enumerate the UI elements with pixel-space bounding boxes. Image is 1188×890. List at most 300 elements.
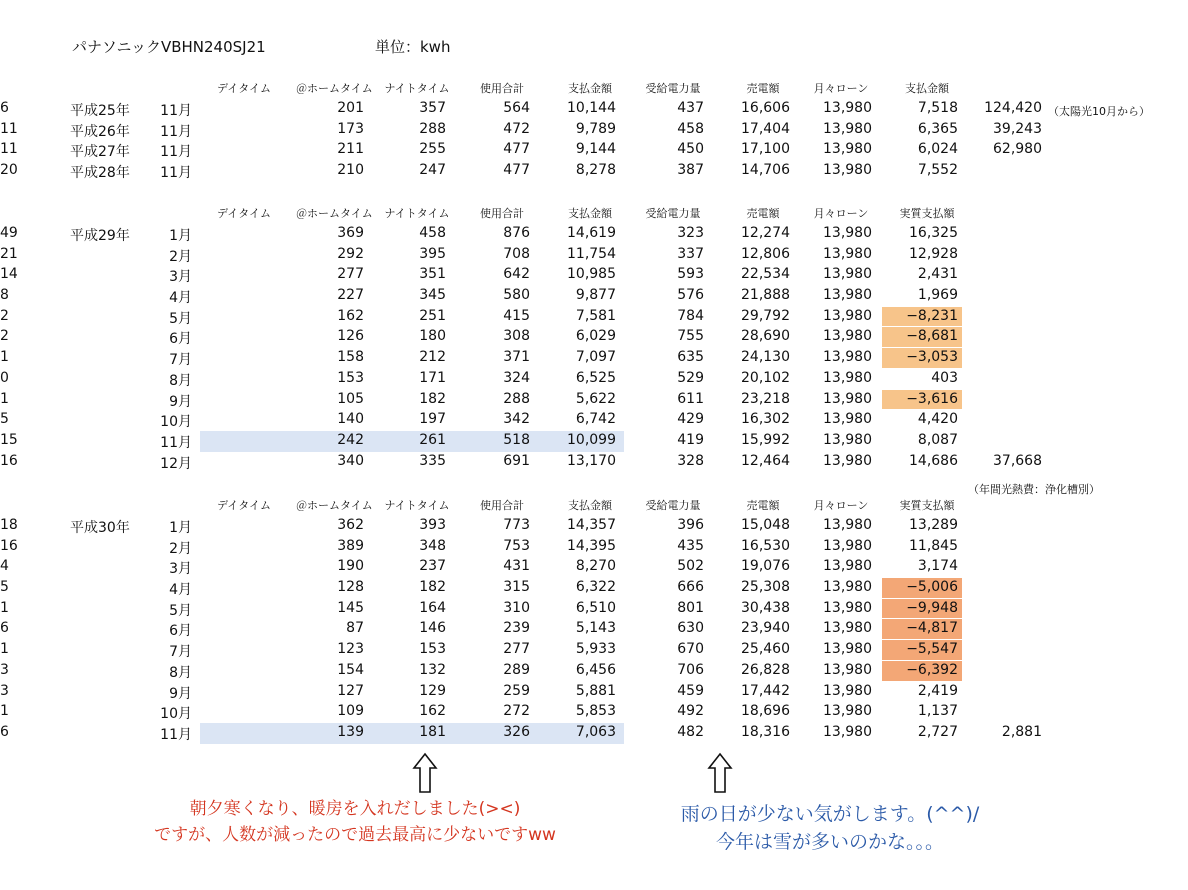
up-arrow-icon [707, 752, 733, 794]
cell-recv: 492 [677, 703, 704, 720]
header-net: 支払金額 [905, 82, 949, 95]
cell-home: 139 [337, 723, 364, 740]
cell-daytime: 2 [0, 307, 9, 324]
cell-recv: 328 [677, 452, 704, 469]
header-net: 実質支払額 [899, 499, 955, 512]
cell-era: 平成28年 [70, 165, 130, 182]
cell-night: 197 [419, 411, 446, 428]
header-row-3 [0, 497, 1188, 515]
cell-total: 753 [503, 537, 530, 554]
table-row [0, 599, 1188, 620]
header-sell: 売電額 [746, 82, 780, 95]
cell-pay: 5,881 [575, 682, 616, 699]
header-total: 使用合計 [480, 82, 524, 95]
cell-pay: 6,742 [575, 411, 616, 428]
cell-daytime: 3 [0, 661, 9, 678]
cell-month: 11月 [160, 434, 192, 451]
cell-sell: 17,404 [741, 120, 790, 137]
cell-sell: 28,690 [741, 328, 790, 345]
cell-home: 162 [337, 307, 364, 324]
cell-daytime: 1 [0, 599, 9, 616]
table-row [0, 682, 1188, 703]
cell-pay: 9,877 [575, 287, 616, 304]
cell-month: 3月 [169, 561, 192, 578]
comment-right-line-1: 雨の日が少ない気がします。(^^)/ [680, 803, 980, 825]
cell-pay: 13,170 [567, 452, 616, 469]
cell-recv: 387 [677, 162, 704, 179]
cell-home: 154 [337, 661, 364, 678]
cell-month: 11月 [160, 726, 192, 743]
cell-recv: 576 [677, 287, 704, 304]
cell-loan: 13,980 [823, 452, 872, 469]
cell-net: 403 [931, 369, 958, 386]
cell-net: 13,289 [909, 517, 958, 533]
header-night: ナイトタイム [384, 82, 450, 95]
cell-net: −9,948 [906, 599, 958, 616]
cell-sell: 16,606 [741, 100, 790, 116]
cell-loan: 13,980 [823, 120, 872, 137]
cell-month: 10月 [160, 706, 192, 723]
cell-pay: 10,144 [567, 100, 616, 116]
cell-extra: 39,243 [993, 120, 1042, 137]
table-row [0, 390, 1188, 411]
cell-daytime: 2 [0, 328, 9, 345]
cell-loan: 13,980 [823, 599, 872, 616]
cell-daytime: 6 [0, 723, 9, 740]
table-row [0, 452, 1188, 473]
cell-recv: 419 [677, 431, 704, 448]
cell-daytime: 6 [0, 620, 9, 637]
cell-sell: 29,792 [741, 307, 790, 324]
cell-total: 324 [503, 369, 530, 386]
cell-month: 2月 [169, 540, 192, 557]
table-row [0, 661, 1188, 682]
cell-loan: 13,980 [823, 349, 872, 366]
annual-cost-note: （年間光熱費：浄化槽別） [968, 483, 1100, 496]
cell-sell: 26,828 [741, 661, 790, 678]
cell-loan: 13,980 [823, 703, 872, 720]
cell-recv: 450 [677, 141, 704, 158]
table-row [0, 327, 1188, 348]
document-title: パナソニックVBHN240SJ21 [72, 38, 266, 56]
cell-era: 平成30年 [70, 520, 130, 536]
header-home: ＠ホームタイム [296, 82, 373, 95]
cell-daytime: 16 [0, 452, 18, 469]
cell-sell: 14,706 [741, 162, 790, 179]
cell-night: 153 [419, 641, 446, 658]
cell-night: 181 [419, 723, 446, 740]
cell-sell: 25,460 [741, 641, 790, 658]
cell-sell: 19,076 [741, 558, 790, 575]
header-recv: 受給電力量 [645, 82, 701, 95]
cell-net: −3,616 [906, 390, 958, 407]
cell-sell: 18,316 [741, 723, 790, 740]
cell-sell: 22,534 [741, 266, 790, 283]
table-row [0, 702, 1188, 723]
table-row [0, 640, 1188, 661]
cell-sell: 16,530 [741, 537, 790, 554]
cell-loan: 13,980 [823, 287, 872, 304]
cell-night: 395 [419, 245, 446, 262]
table-row [0, 140, 1188, 161]
header-home: ＠ホームタイム [296, 499, 373, 512]
table-row [0, 348, 1188, 369]
cell-home: 242 [337, 431, 364, 448]
cell-recv: 635 [677, 349, 704, 366]
cell-home: 123 [337, 641, 364, 658]
cell-pay: 6,029 [575, 328, 616, 345]
cell-home: 87 [346, 620, 364, 637]
cell-net: −8,231 [906, 307, 958, 324]
cell-loan: 13,980 [823, 369, 872, 386]
table-row [0, 224, 1188, 245]
header-night: ナイトタイム [384, 499, 450, 512]
header-night: ナイトタイム [384, 207, 450, 220]
cell-total: 239 [503, 620, 530, 637]
cell-sell: 24,130 [741, 349, 790, 366]
cell-night: 345 [419, 287, 446, 304]
cell-total: 477 [503, 141, 530, 158]
table-row [0, 537, 1188, 558]
cell-pay: 10,099 [567, 431, 616, 448]
cell-month: 11月 [160, 123, 192, 140]
cell-extra: 2,881 [1001, 723, 1042, 740]
cell-loan: 13,980 [823, 141, 872, 158]
cell-recv: 529 [677, 369, 704, 386]
cell-month: 10月 [160, 414, 192, 431]
cell-total: 708 [503, 245, 530, 262]
cell-night: 348 [419, 537, 446, 554]
cell-net: −8,681 [906, 328, 958, 345]
cell-daytime: 3 [0, 682, 9, 699]
cell-net: 6,365 [917, 120, 958, 137]
cell-night: 180 [419, 328, 446, 345]
cell-recv: 755 [677, 328, 704, 345]
cell-home: 173 [337, 120, 364, 137]
cell-net: −4,817 [906, 620, 958, 637]
cell-night: 164 [419, 599, 446, 616]
cell-home: 158 [337, 349, 364, 366]
cell-daytime: 18 [0, 517, 18, 533]
cell-sell: 30,438 [741, 599, 790, 616]
table-row [0, 161, 1188, 182]
table-row [0, 723, 1188, 744]
cell-night: 458 [419, 225, 446, 241]
comment-left-line-2: ですが、人数が減ったので過去最高に少ないですww [154, 825, 556, 845]
cell-recv: 482 [677, 723, 704, 740]
unit-label: 単位：kwh [375, 38, 451, 56]
header-daytime: デイタイム [216, 82, 271, 95]
cell-net: 8,087 [917, 431, 958, 448]
cell-home: 190 [337, 558, 364, 575]
cell-sell: 23,218 [741, 390, 790, 407]
cell-home: 140 [337, 411, 364, 428]
cell-sell: 15,048 [741, 517, 790, 533]
cell-total: 477 [503, 162, 530, 179]
cell-night: 171 [419, 369, 446, 386]
cell-recv: 666 [677, 579, 704, 596]
cell-home: 277 [337, 266, 364, 283]
cell-net: −5,006 [906, 579, 958, 596]
cell-pay: 6,510 [575, 599, 616, 616]
cell-recv: 458 [677, 120, 704, 137]
cell-loan: 13,980 [823, 162, 872, 179]
cell-recv: 801 [677, 599, 704, 616]
cell-month: 8月 [169, 372, 192, 389]
cell-total: 272 [503, 703, 530, 720]
cell-daytime: 8 [0, 287, 9, 304]
table-row [0, 307, 1188, 328]
header-daytime: デイタイム [216, 499, 271, 512]
cell-sell: 17,100 [741, 141, 790, 158]
table-row [0, 120, 1188, 141]
table-section-1 [0, 99, 1188, 182]
up-arrow-icon [412, 752, 438, 794]
cell-month: 7月 [169, 644, 192, 661]
cell-month: 5月 [169, 602, 192, 619]
cell-net: 2,727 [917, 723, 958, 740]
cell-home: 105 [337, 390, 364, 407]
cell-net: 1,969 [917, 287, 958, 304]
cell-loan: 13,980 [823, 661, 872, 678]
cell-net: 7,518 [917, 100, 958, 116]
cell-night: 335 [419, 452, 446, 469]
cell-month: 7月 [169, 352, 192, 369]
cell-note: （太陽光10月から） [1048, 105, 1150, 118]
cell-recv: 593 [677, 266, 704, 283]
cell-pay: 10,985 [567, 266, 616, 283]
cell-home: 153 [337, 369, 364, 386]
cell-month: 8月 [169, 664, 192, 681]
cell-home: 362 [337, 517, 364, 533]
cell-night: 129 [419, 682, 446, 699]
cell-total: 642 [503, 266, 530, 283]
cell-night: 357 [419, 100, 446, 116]
cell-night: 261 [419, 431, 446, 448]
cell-loan: 13,980 [823, 100, 872, 116]
cell-sell: 12,806 [741, 245, 790, 262]
cell-night: 162 [419, 703, 446, 720]
comment-right-line-2: 今年は雪が多いのかな。。。 [715, 831, 944, 853]
cell-daytime: 5 [0, 579, 9, 596]
cell-pay: 7,063 [575, 723, 616, 740]
cell-daytime: 21 [0, 245, 18, 262]
cell-month: 9月 [169, 393, 192, 410]
cell-loan: 13,980 [823, 723, 872, 740]
cell-night: 393 [419, 517, 446, 533]
cell-home: 127 [337, 682, 364, 699]
cell-pay: 5,622 [575, 390, 616, 407]
cell-daytime: 1 [0, 703, 9, 720]
cell-night: 247 [419, 162, 446, 179]
cell-pay: 8,278 [575, 162, 616, 179]
table-row [0, 557, 1188, 578]
cell-night: 212 [419, 349, 446, 366]
cell-recv: 435 [677, 537, 704, 554]
cell-sell: 16,302 [741, 411, 790, 428]
cell-pay: 7,581 [575, 307, 616, 324]
cell-loan: 13,980 [823, 431, 872, 448]
cell-home: 126 [337, 328, 364, 345]
table-section-2 [0, 224, 1188, 472]
cell-era: 平成27年 [70, 144, 130, 161]
cell-recv: 670 [677, 641, 704, 658]
cell-total: 876 [503, 225, 530, 241]
cell-net: 2,431 [917, 266, 958, 283]
cell-era: 平成29年 [70, 228, 130, 244]
header-recv: 受給電力量 [645, 499, 701, 512]
cell-sell: 18,696 [741, 703, 790, 720]
header-total: 使用合計 [480, 207, 524, 220]
cell-loan: 13,980 [823, 517, 872, 533]
table-row [0, 286, 1188, 307]
cell-loan: 13,980 [823, 641, 872, 658]
cell-recv: 437 [677, 100, 704, 116]
cell-sell: 23,940 [741, 620, 790, 637]
cell-total: 342 [503, 411, 530, 428]
cell-pay: 14,357 [567, 517, 616, 533]
cell-month: 4月 [169, 582, 192, 599]
cell-pay: 7,097 [575, 349, 616, 366]
cell-month: 11月 [160, 144, 192, 161]
cell-era: 平成26年 [70, 123, 130, 140]
cell-recv: 337 [677, 245, 704, 262]
cell-total: 518 [503, 431, 530, 448]
cell-recv: 459 [677, 682, 704, 699]
cell-loan: 13,980 [823, 579, 872, 596]
cell-month: 1月 [169, 228, 192, 244]
cell-net: 7,552 [917, 162, 958, 179]
table-row [0, 99, 1188, 120]
cell-night: 182 [419, 579, 446, 596]
header-loan: 月々ローン [813, 82, 869, 95]
cell-total: 580 [503, 287, 530, 304]
cell-total: 415 [503, 307, 530, 324]
cell-month: 5月 [169, 310, 192, 327]
cell-net: 4,420 [917, 411, 958, 428]
cell-recv: 323 [677, 225, 704, 241]
cell-month: 11月 [160, 165, 192, 182]
cell-recv: 611 [677, 390, 704, 407]
cell-loan: 13,980 [823, 558, 872, 575]
cell-month: 3月 [169, 269, 192, 286]
cell-net: 14,686 [909, 452, 958, 469]
table-row [0, 516, 1188, 537]
cell-loan: 13,980 [823, 307, 872, 324]
header-pay: 支払金額 [568, 499, 612, 512]
cell-total: 691 [503, 452, 530, 469]
cell-extra: 124,420 [984, 100, 1042, 116]
cell-net: 12,928 [909, 245, 958, 262]
cell-daytime: 1 [0, 641, 9, 658]
cell-recv: 630 [677, 620, 704, 637]
cell-month: 12月 [160, 455, 192, 472]
cell-loan: 13,980 [823, 328, 872, 345]
cell-night: 288 [419, 120, 446, 137]
cell-daytime: 0 [0, 369, 9, 386]
cell-sell: 15,992 [741, 431, 790, 448]
cell-loan: 13,980 [823, 266, 872, 283]
cell-home: 211 [337, 141, 364, 158]
cell-daytime: 15 [0, 431, 18, 448]
cell-night: 182 [419, 390, 446, 407]
comment-left-line-1: 朝夕寒くなり、暖房を入れだしました(><) [189, 799, 521, 819]
cell-home: 109 [337, 703, 364, 720]
header-loan: 月々ローン [813, 499, 869, 512]
cell-daytime: 16 [0, 537, 18, 554]
cell-pay: 14,619 [567, 225, 616, 241]
cell-month: 2月 [169, 248, 192, 265]
comment-left [135, 796, 575, 848]
cell-daytime: 4 [0, 558, 9, 575]
cell-night: 351 [419, 266, 446, 283]
cell-recv: 429 [677, 411, 704, 428]
table-section-3 [0, 516, 1188, 744]
cell-sell: 12,274 [741, 225, 790, 241]
cell-home: 340 [337, 452, 364, 469]
cell-month: 6月 [169, 623, 192, 640]
cell-loan: 13,980 [823, 620, 872, 637]
cell-night: 146 [419, 620, 446, 637]
table-row [0, 431, 1188, 452]
cell-total: 310 [503, 599, 530, 616]
cell-total: 315 [503, 579, 530, 596]
cell-total: 259 [503, 682, 530, 699]
cell-daytime: 14 [0, 266, 18, 283]
cell-pay: 14,395 [567, 537, 616, 554]
header-row-2 [0, 205, 1188, 223]
cell-pay: 5,143 [575, 620, 616, 637]
header-recv: 受給電力量 [645, 207, 701, 220]
cell-loan: 13,980 [823, 682, 872, 699]
cell-month: 6月 [169, 331, 192, 348]
cell-pay: 5,933 [575, 641, 616, 658]
cell-daytime: 49 [0, 225, 18, 241]
cell-loan: 13,980 [823, 245, 872, 262]
cell-recv: 502 [677, 558, 704, 575]
cell-extra: 37,668 [993, 452, 1042, 469]
cell-total: 371 [503, 349, 530, 366]
cell-loan: 13,980 [823, 225, 872, 241]
cell-total: 277 [503, 641, 530, 658]
cell-home: 389 [337, 537, 364, 554]
cell-pay: 6,525 [575, 369, 616, 386]
cell-net: 1,137 [917, 703, 958, 720]
cell-total: 472 [503, 120, 530, 137]
cell-extra: 62,980 [993, 141, 1042, 158]
cell-net: 6,024 [917, 141, 958, 158]
cell-total: 289 [503, 661, 530, 678]
table-row [0, 245, 1188, 266]
table-row [0, 410, 1188, 431]
header-daytime: デイタイム [216, 207, 271, 220]
cell-home: 292 [337, 245, 364, 262]
cell-daytime: 20 [0, 162, 18, 179]
cell-month: 4月 [169, 290, 192, 307]
cell-sell: 20,102 [741, 369, 790, 386]
cell-recv: 396 [677, 517, 704, 533]
cell-net: −6,392 [906, 661, 958, 678]
cell-recv: 784 [677, 307, 704, 324]
cell-total: 564 [503, 100, 530, 116]
cell-home: 128 [337, 579, 364, 596]
cell-loan: 13,980 [823, 537, 872, 554]
cell-month: 9月 [169, 685, 192, 702]
header-sell: 売電額 [746, 499, 780, 512]
header-pay: 支払金額 [568, 82, 612, 95]
header-sell: 売電額 [746, 207, 780, 220]
cell-daytime: 5 [0, 411, 9, 428]
